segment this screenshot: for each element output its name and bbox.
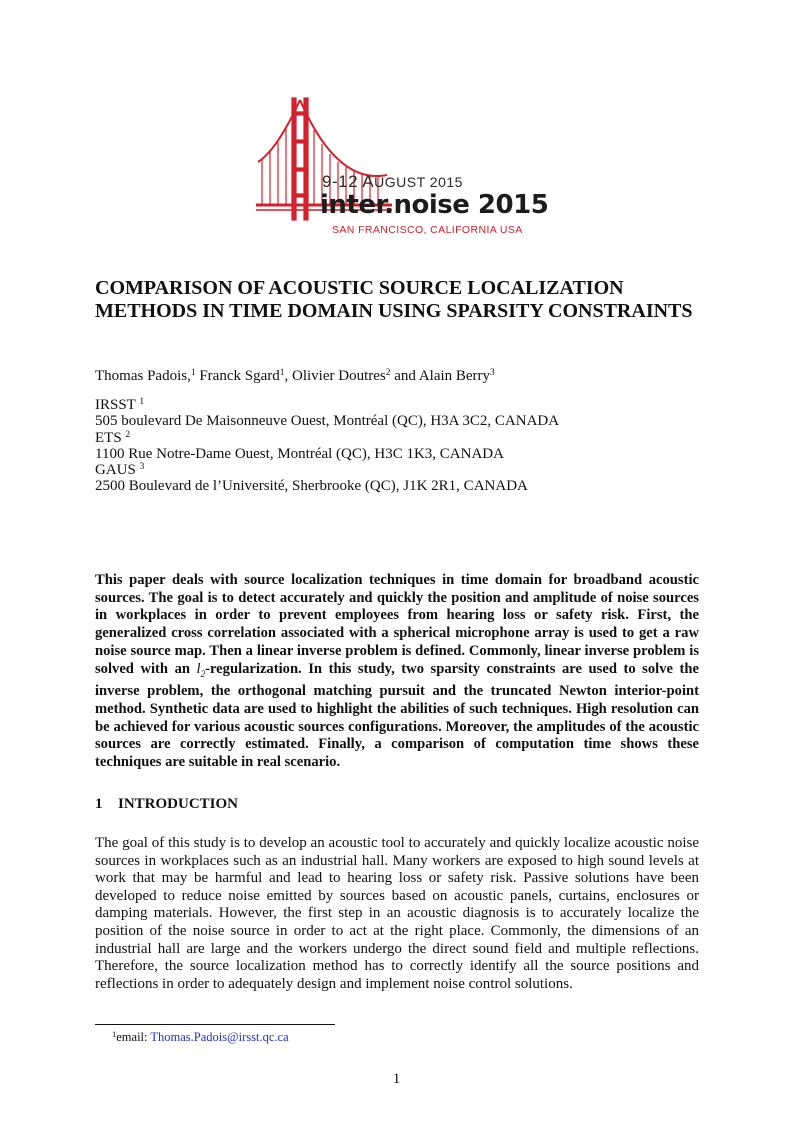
author-sup: 1 (279, 368, 285, 378)
intro-paragraph: The goal of this study is to develop an acoustic tool to accurately and quickly localize acoustic noise sources in workplaces such as an industrial hall. Many workers are exposed to high sound levels at work that may be harmful and lead to hearing loss or safety risk. Passive solutions have been developed to reduce noise emitted by sources based on acoustic panels, curtains, enclosures or damping materials. However, the first step in an acoustic diagnosis is to accurately localize the position of the noise source in order to act at the right place. Commonly, the dimensions of an industrial hall are large and the workers undergo the direct sound field and multiple reflections. Therefore, the source localization method has to correctly identify all the source positions and reflections in order to adequately design and implement noise control solutions. (95, 835, 699, 992)
author-sup: 1 (190, 368, 196, 378)
affiliation-address: 1100 Rue Notre-Dame Ouest, Montréal (QC), H3C 1K3, CANADA (95, 445, 504, 462)
affiliation-address: 505 boulevard De Maisonneuve Ouest, Montréal (QC), H3A 3C2, CANADA (95, 413, 560, 430)
author-name: and Alain Berry (390, 368, 491, 384)
l2-symbol: $l_2$ (196, 660, 206, 679)
author-name: Franck Sgard (195, 368, 280, 384)
footnote-rule (95, 1024, 335, 1025)
section-title: INTRODUCTION (118, 796, 239, 812)
paper-title: COMPARISON OF ACOUSTIC SOURCE LOCALIZATION METHODS IN TIME DOMAIN USING SPARSITY CONSTRAINTS (95, 277, 693, 322)
section-heading (95, 796, 238, 813)
conference-place: SAN FRANCISCO, CALIFORNIA USA (332, 224, 523, 236)
abstract: This paper deals with source localization techniques in time domain for broadband acoustic sources. The goal is to detect accurately and quickly the position and amplitude of noise sources in workplaces in order to prevent employees from hearing loss or safety risk. First, the generalized cross correlation associated with a spherical microphone array is used to get a raw noise source map. Then a linear inverse problem is defined. Commonly, linear inverse problem is solved with an $l_2$-regularization. In this study, two sparsity constraints are used to solve the inverse problem, the orthogonal matching pursuit and the truncated Newton interior-point method. Synthetic data are used to highlight the abilities of such techniques. High resolution can be achieved for various acoustic sources configurations. Moreover, the amplitudes of the acoustic sources are correctly estimated. Finally, a comparison of computation time shows these techniques are suitable in real scenario. (95, 572, 699, 770)
author-name: , Olivier Doutres (284, 368, 386, 384)
affiliation-address: 2500 Boulevard de l’Université, Sherbrooke (QC), J1K 2R1, CANADA (95, 478, 528, 495)
author-name: Thomas Padois, (95, 368, 191, 384)
email-link[interactable]: Thomas.Padois@irsst.qc.ca (150, 1030, 289, 1044)
affiliation-org: IRSST $^1$ (95, 397, 145, 413)
section-number: 1 (95, 796, 103, 812)
page-number: 1 (392, 1071, 401, 1087)
affiliation-list (95, 397, 559, 495)
author-sup: 3 (490, 368, 495, 378)
affiliation-org: GAUS $^3$ (95, 462, 145, 479)
affiliation-org: ETS $^2$ (95, 429, 131, 446)
author-list (95, 368, 495, 385)
conference-name: inter.noise 2015 (320, 190, 549, 220)
conference-date: 9-12 AUGUST 2015 (322, 172, 463, 191)
footnote: $^1$email: Thomas.Padois@irsst.qc.ca (112, 1029, 289, 1044)
author-sup: 2 (385, 368, 391, 378)
